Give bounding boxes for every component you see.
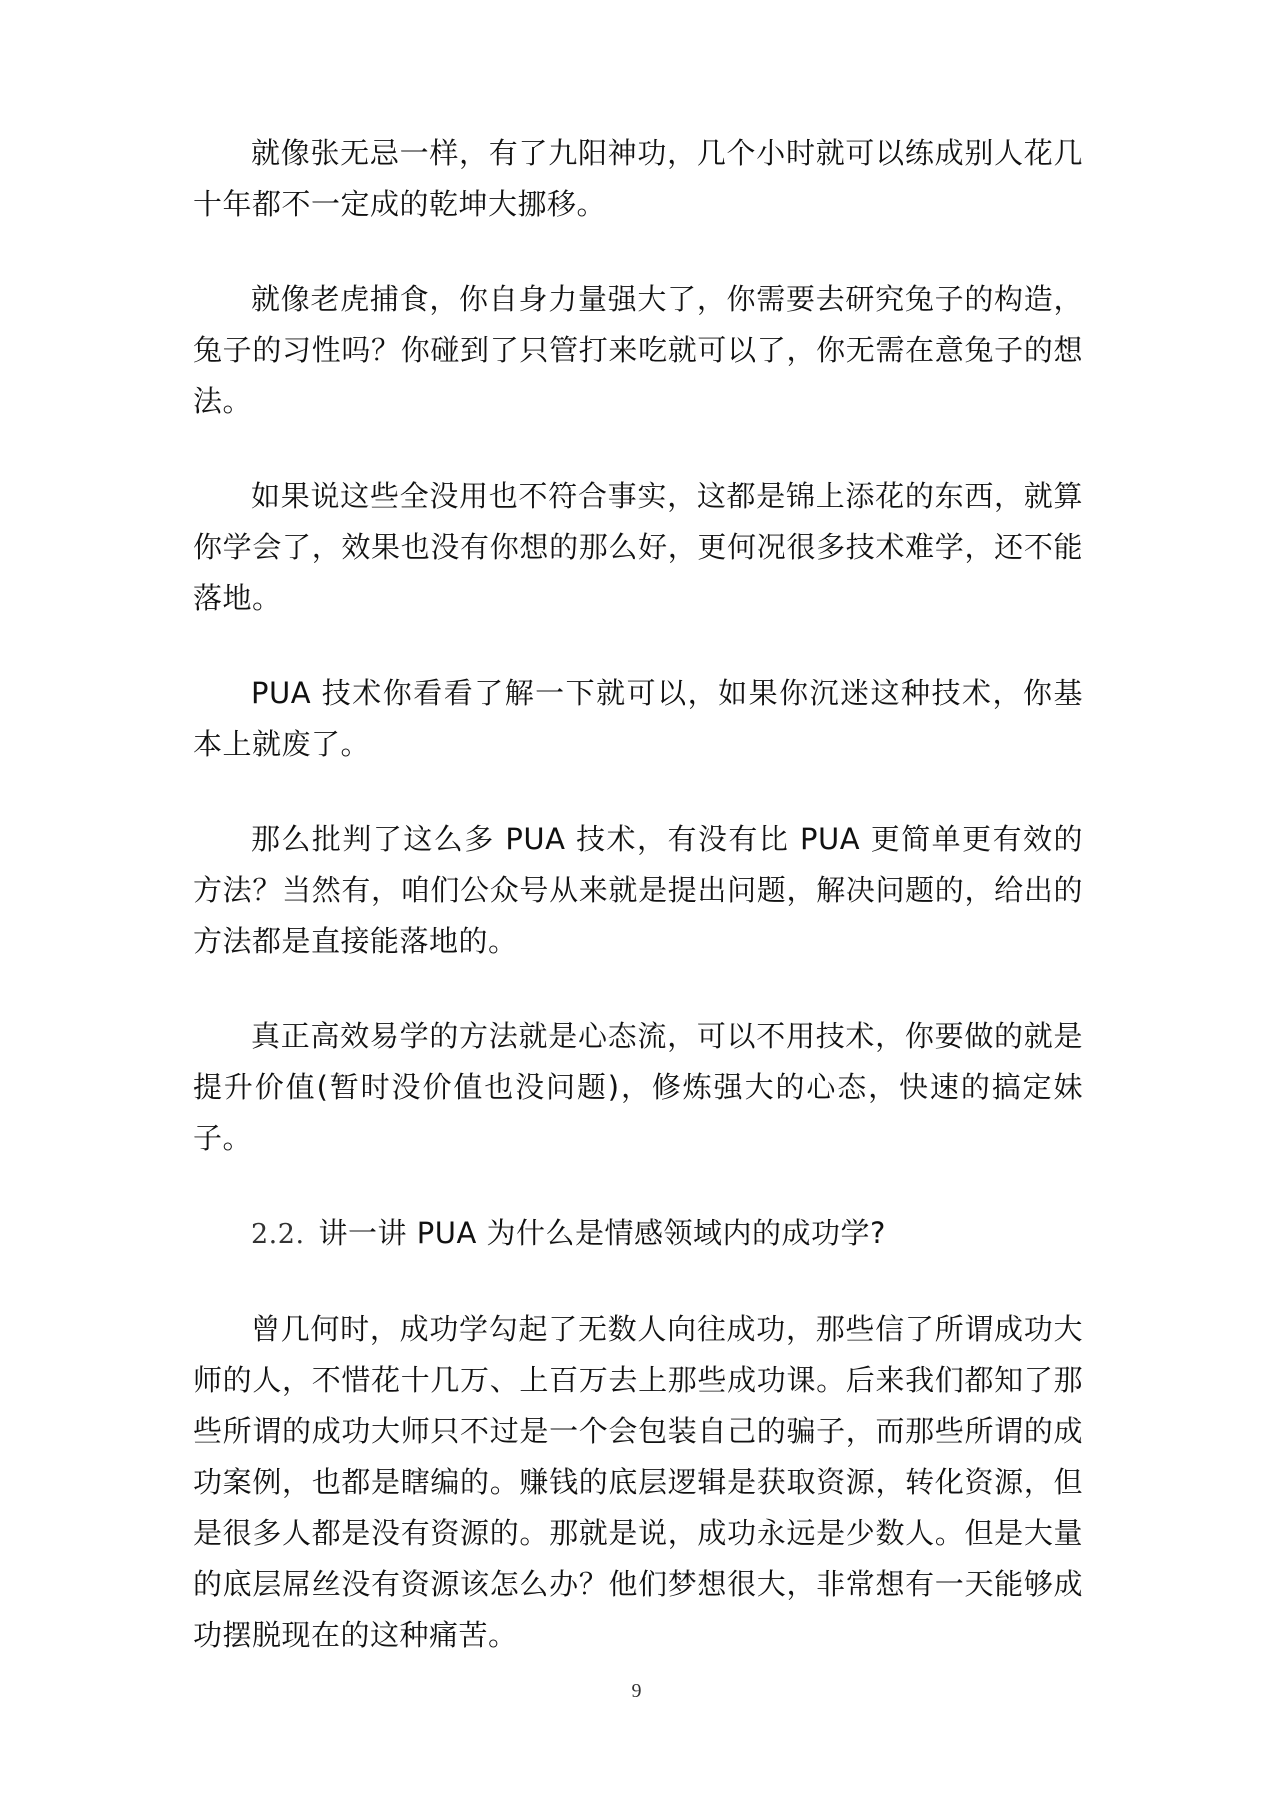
section-title: 讲一讲 PUA 为什么是情感领域内的成功学? — [318, 1216, 886, 1250]
paragraph-success-study: 曾几何时，成功学勾起了无数人向往成功，那些信了所谓成功大师的人，不惜花十几万、上百万去上那些成功课。后来我们都知了那些所谓的成功大师只不过是一个会包装自己的骗子，而那些所谓的成功案例，也都是瞎编的。赚钱的底层逻辑是获取资源，转化资源，但是很多人都是没有资源的。那就是说，成功永远是少数人。但是大量的底层屌丝没有资源该怎么办？他们梦想很大，非常想有一天能够成功摆脱现在的这种痛苦。 — [193, 1312, 1083, 1652]
page-number: 9 — [631, 1680, 642, 1702]
section-number: 2.2. — [251, 1219, 305, 1250]
section-heading — [193, 1208, 1083, 1260]
paragraph-pua-technique: PUA 技术你看看了解一下就可以，如果你沉迷这种技术，你基本上就废了。 — [193, 676, 1083, 761]
paragraph-tiger-hunting: 就像老虎捕食，你自身力量强大了，你需要去研究兔子的构造，兔子的习性吗？你碰到了只管打来吃就可以了，你无需在意兔子的想法。 — [193, 282, 1083, 418]
paragraph-mindset-flow: 真正高效易学的方法就是心态流，可以不用技术，你要做的就是提升价值(暂时没价值也没问题)，修炼强大的心态，快速的搞定妹子。 — [193, 1019, 1083, 1155]
paragraph-zhang-wuji: 就像张无忌一样，有了九阳神功，几个小时就可以练成别人花几十年都不一定成的乾坤大挪移。 — [193, 136, 1083, 221]
paragraph-icing-on-cake: 如果说这些全没用也不符合事实，这都是锦上添花的东西，就算你学会了，效果也没有你想的那么好，更何况很多技术难学，还不能落地。 — [193, 479, 1083, 615]
paragraph-simpler-method: 那么批判了这么多 PUA 技术，有没有比 PUA 更简单更有效的方法？当然有，咱们公众号从来就是提出问题，解决问题的，给出的方法都是直接能落地的。 — [193, 822, 1083, 958]
page-content — [193, 128, 1083, 1705]
